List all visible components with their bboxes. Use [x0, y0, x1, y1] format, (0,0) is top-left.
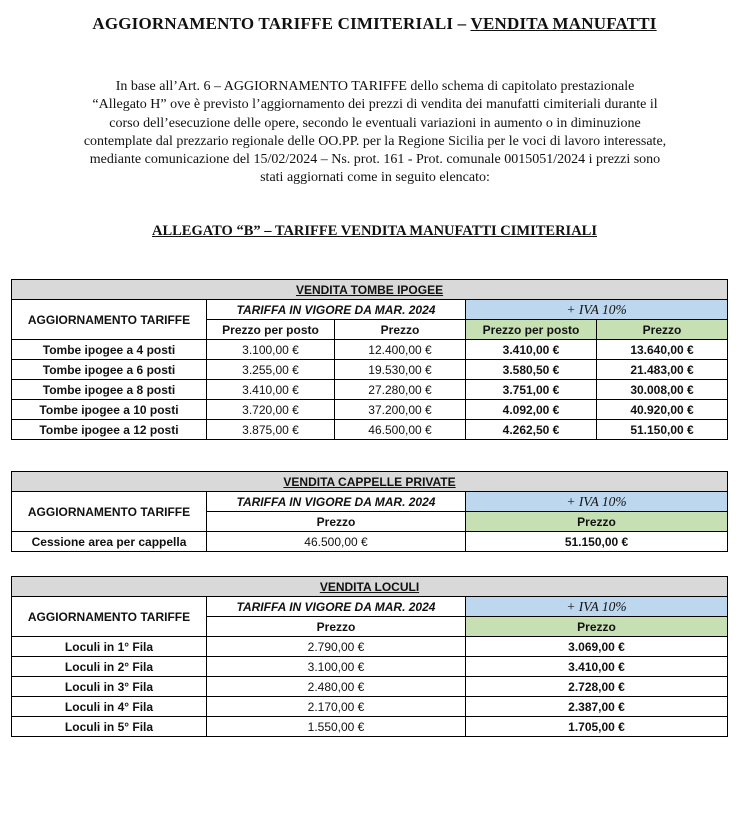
intro-line: “Allegato H” ove è previsto l’aggiornamento dei prezzi di vendita dei manufatti cimiteriali durante il — [92, 97, 658, 113]
table-cell: 3.875,00 € — [207, 420, 335, 440]
intro-line: corso dell’esecuzione delle opere, secondo le eventuali variazioni in aumento o in diminuzione — [109, 115, 641, 131]
table-header-row — [12, 492, 728, 512]
table-row — [12, 637, 728, 657]
intro-paragraph — [40, 78, 710, 188]
row-label: Loculi in 3° Fila — [12, 677, 207, 697]
row-label: Tombe ipogee a 6 posti — [12, 360, 207, 380]
document-title-main: AGGIORNAMENTO TARIFFE CIMITERIALI – — [92, 14, 471, 33]
column-header: Prezzo — [466, 617, 728, 637]
table-section-row — [12, 280, 728, 300]
column-header: Prezzo per posto — [207, 320, 335, 340]
table-cell: 3.580,50 € — [466, 360, 597, 380]
table-cell: 12.400,00 € — [335, 340, 466, 360]
column-header: Prezzo — [207, 512, 466, 532]
vigore-header: TARIFFA IN VIGORE DA MAR. 2024 — [207, 300, 466, 320]
table-row — [12, 340, 728, 360]
document-title-underlined: VENDITA MANUFATTI — [470, 14, 657, 33]
table-cell: 19.530,00 € — [335, 360, 466, 380]
iva-header: + IVA 10% — [466, 597, 728, 617]
intro-line: mediante comunicazione del 15/02/2024 – Ns. prot. 161 - Prot. comunale 0015051/2024 i prezzi sono — [89, 152, 661, 168]
intro-line: contemplate dal prezzario regionale delle OO.PP. per la Regione Sicilia per le voci di lavoro interessate, — [83, 133, 667, 149]
table-row — [12, 380, 728, 400]
row-label: Loculi in 5° Fila — [12, 717, 207, 737]
table-cell: 3.720,00 € — [207, 400, 335, 420]
column-header: Prezzo — [335, 320, 466, 340]
table-cell: 21.483,00 € — [597, 360, 728, 380]
table-cell: 4.262,50 € — [466, 420, 597, 440]
table-cell: 1.550,00 € — [207, 717, 466, 737]
table-row — [12, 400, 728, 420]
intro-line: In base all’Art. 6 – AGGIORNAMENTO TARIFFE dello schema di capitolato prestazionale — [115, 79, 635, 94]
section-header: VENDITA CAPPELLE PRIVATE — [12, 472, 728, 492]
table-cell: 46.500,00 € — [335, 420, 466, 440]
intro-line: stati aggiornati come in seguito elencato: — [260, 170, 490, 186]
table-row — [12, 677, 728, 697]
row-header-cell: AGGIORNAMENTO TARIFFE — [12, 492, 207, 532]
column-header: Prezzo per posto — [466, 320, 597, 340]
table-row — [12, 360, 728, 380]
row-label: Tombe ipogee a 10 posti — [12, 400, 207, 420]
table-cell: 3.410,00 € — [466, 340, 597, 360]
table-row — [12, 717, 728, 737]
table-cell: 40.920,00 € — [597, 400, 728, 420]
table-cell: 13.640,00 € — [597, 340, 728, 360]
table-cell: 3.410,00 € — [207, 380, 335, 400]
iva-header: + IVA 10% — [466, 492, 728, 512]
table-cell: 46.500,00 € — [207, 532, 466, 552]
table-cell: 3.069,00 € — [466, 637, 728, 657]
column-header: Prezzo — [466, 512, 728, 532]
table-header-row — [12, 300, 728, 320]
table-cell: 3.751,00 € — [466, 380, 597, 400]
table-cell: 4.092,00 € — [466, 400, 597, 420]
table-header-row — [12, 597, 728, 617]
row-label: Tombe ipogee a 8 posti — [12, 380, 207, 400]
section-header: VENDITA TOMBE IPOGEE — [12, 280, 728, 300]
table-cell: 3.255,00 € — [207, 360, 335, 380]
table-cell: 3.100,00 € — [207, 657, 466, 677]
table-cell: 2.480,00 € — [207, 677, 466, 697]
row-label: Tombe ipogee a 12 posti — [12, 420, 207, 440]
table-cell: 3.100,00 € — [207, 340, 335, 360]
table-row — [12, 657, 728, 677]
table-cell: 2.387,00 € — [466, 697, 728, 717]
iva-header: + IVA 10% — [466, 300, 728, 320]
table-row — [12, 532, 728, 552]
table-section-row — [12, 472, 728, 492]
section-header: VENDITA LOCULI — [12, 577, 728, 597]
column-header: Prezzo — [597, 320, 728, 340]
cappelle-private-table — [11, 471, 728, 552]
row-label: Loculi in 2° Fila — [12, 657, 207, 677]
table-cell: 37.200,00 € — [335, 400, 466, 420]
table-cell: 2.790,00 € — [207, 637, 466, 657]
table-section-row — [12, 577, 728, 597]
document-title — [0, 14, 749, 34]
table-cell: 30.008,00 € — [597, 380, 728, 400]
row-label: Loculi in 4° Fila — [12, 697, 207, 717]
table-cell: 27.280,00 € — [335, 380, 466, 400]
allegato-subtitle: ALLEGATO “B” – TARIFFE VENDITA MANUFATTI CIMITERIALI — [151, 223, 597, 239]
row-label: Tombe ipogee a 4 posti — [12, 340, 207, 360]
table-cell: 51.150,00 € — [597, 420, 728, 440]
row-label: Cessione area per cappella — [12, 532, 207, 552]
table-cell: 2.170,00 € — [207, 697, 466, 717]
table-cell: 1.705,00 € — [466, 717, 728, 737]
vigore-header: TARIFFA IN VIGORE DA MAR. 2024 — [207, 492, 466, 512]
table-cell: 51.150,00 € — [466, 532, 728, 552]
row-header-cell: AGGIORNAMENTO TARIFFE — [12, 597, 207, 637]
vigore-header: TARIFFA IN VIGORE DA MAR. 2024 — [207, 597, 466, 617]
table-row — [12, 697, 728, 717]
column-header: Prezzo — [207, 617, 466, 637]
tombe-ipogee-table — [11, 279, 728, 440]
row-label: Loculi in 1° Fila — [12, 637, 207, 657]
row-header-cell: AGGIORNAMENTO TARIFFE — [12, 300, 207, 340]
table-row — [12, 420, 728, 440]
loculi-table — [11, 576, 728, 737]
table-cell: 2.728,00 € — [466, 677, 728, 697]
table-cell: 3.410,00 € — [466, 657, 728, 677]
